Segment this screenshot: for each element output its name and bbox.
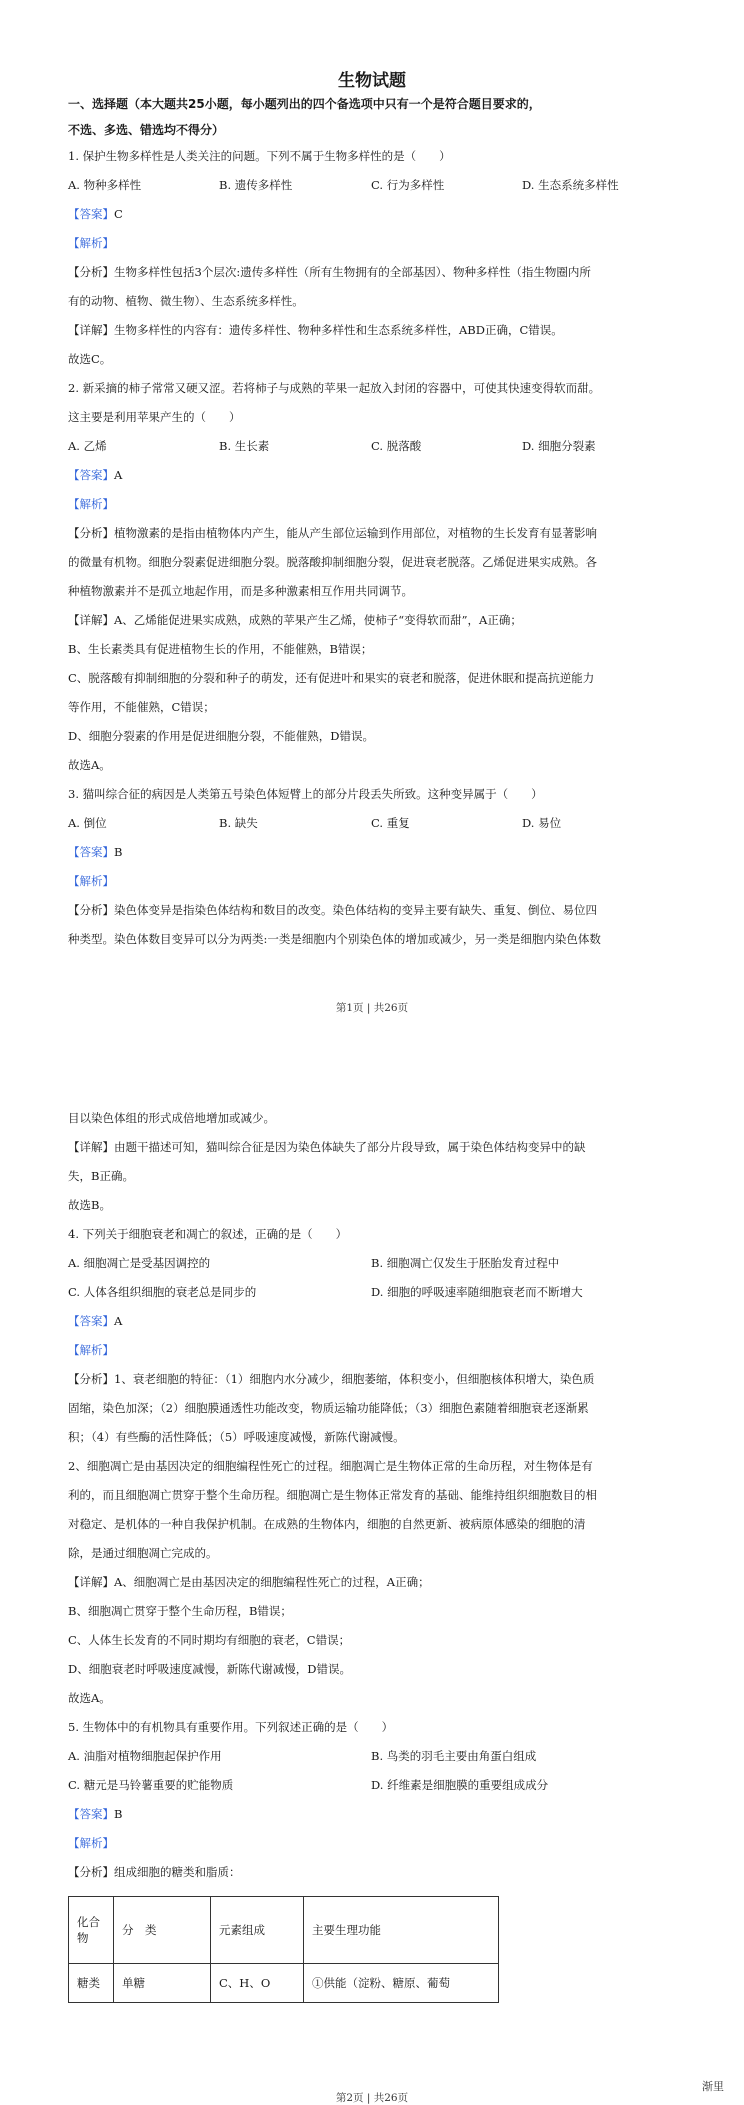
xiangjie-tag: 【详解】 bbox=[68, 323, 114, 337]
q5-option-a: A. 油脂对植物细胞起保护作用 bbox=[68, 1749, 222, 1763]
q3-fenxi-text: 染色体变异是指染色体结构和数目的改变。染色体结构的变异主要有缺失、重复、倒位、易位四 bbox=[114, 903, 597, 917]
q4-fenxi-line1 bbox=[68, 1371, 674, 1387]
header-compound-part2: 物 bbox=[77, 1931, 89, 1945]
q4-fenxi-line7: 除，是通过细胞凋亡完成的。 bbox=[68, 1546, 218, 1560]
table-cell-function: ①供能（淀粉、糖原、葡萄 bbox=[304, 1964, 499, 2003]
q1-fenxi-text: 生物多样性包括3个层次:遗传多样性（所有生物拥有的全部基因）、物种多样性（指生物圈内所 bbox=[114, 265, 591, 279]
q4-fenxi-line5: 利的，而且细胞凋亡贯穿于整个生命历程。细胞凋亡是生物体正常发育的基础、能维持组织细胞数目的相 bbox=[68, 1488, 597, 1502]
q5-option-b: B. 鸟类的羽毛主要由角蛋白组成 bbox=[371, 1749, 537, 1763]
table-cell-category: 单糖 bbox=[114, 1964, 211, 2003]
q1-option-c: C. 行为多样性 bbox=[371, 178, 445, 192]
q4-conclusion: 故选A。 bbox=[68, 1691, 111, 1705]
q4-option-b: B. 细胞凋亡仅发生于胚胎发育过程中 bbox=[371, 1256, 560, 1270]
q2-conclusion: 故选A。 bbox=[68, 758, 111, 772]
q3-stem: 3. 猫叫综合征的病因是人类第五号染色体短臂上的部分片段丢失所致。这种变异属于（ ） bbox=[68, 787, 543, 801]
q2-fenxi-line1 bbox=[68, 525, 674, 541]
fenxi-tag: 【分析】 bbox=[68, 903, 114, 917]
section-heading-line2: 不选、多选、错选均不得分） bbox=[68, 123, 225, 137]
q2-fenxi-line3: 种植物激素并不是孤立地起作用，而是多种激素相互作用共同调节。 bbox=[68, 584, 413, 598]
q4-fenxi-line3: 积；（4）有些酶的活性降低；（5）呼吸速度减慢，新陈代谢减慢。 bbox=[68, 1430, 405, 1444]
fenxi-tag: 【分析】 bbox=[68, 265, 114, 279]
fenxi-tag: 【分析】 bbox=[68, 526, 114, 540]
page-footer-2: 第2页 | 共26页 bbox=[335, 2092, 409, 2104]
q4-xiangjie-text: A、细胞凋亡是由基因决定的细胞编程性死亡的过程，A正确； bbox=[114, 1575, 430, 1589]
q1-fenxi-line2: 有的动物、植物、微生物）、生态系统多样性。 bbox=[68, 294, 304, 308]
q1-xiangjie bbox=[68, 322, 674, 338]
q2-answer bbox=[68, 467, 674, 483]
q1-fenxi-line1 bbox=[68, 264, 674, 280]
table-header-category: 分 类 bbox=[114, 1897, 211, 1964]
q3-answer bbox=[68, 844, 674, 860]
q2-xiangjie-line2: B、生长素类具有促进植物生长的作用，不能催熟，B错误； bbox=[68, 642, 373, 656]
q3-jiexi: 【解析】 bbox=[68, 874, 114, 888]
q1-answer bbox=[68, 206, 674, 222]
q2-fenxi-text: 植物激素的是指由植物体内产生，能从产生部位运输到作用部位，对植物的生长发育有显著影响 bbox=[114, 526, 597, 540]
q3-fenxi-line2: 种类型。染色体数目变异可以分为两类:一类是细胞内个别染色体的增加或减少，另一类是细胞内染色体数 bbox=[68, 932, 601, 946]
fenxi-tag: 【分析】 bbox=[68, 1865, 114, 1879]
q1-option-b: B. 遗传多样性 bbox=[219, 178, 293, 192]
table-cell-elements: C、H、O bbox=[211, 1964, 304, 2003]
table-header-row bbox=[69, 1897, 499, 1964]
header-compound-part1: 化合 bbox=[77, 1915, 100, 1929]
q4-fenxi-line6: 对稳定、是机体的一种自我保护机制。在成熟的生物体内，细胞的自然更新、被病原体感染的细胞的清 bbox=[68, 1517, 586, 1531]
q2-xiangjie-text: A、乙烯能促进果实成熟，成熟的苹果产生乙烯，使柿子“变得软而甜”，A正确； bbox=[114, 613, 522, 627]
q4-fenxi-line4: 2、细胞凋亡是由基因决定的细胞编程性死亡的过程。细胞凋亡是生物体正常的生命历程，对生物体是有 bbox=[68, 1459, 593, 1473]
q4-option-c: C. 人体各组织细胞的衰老总是同步的 bbox=[68, 1285, 257, 1299]
q2-fenxi-line2: 的微量有机物。细胞分裂素促进细胞分裂。脱落酸抑制细胞分裂，促进衰老脱落。乙烯促进果实成熟。各 bbox=[68, 555, 597, 569]
table-header-compound bbox=[69, 1897, 114, 1964]
q1-jiexi: 【解析】 bbox=[68, 236, 114, 250]
q3-xiangjie-text: 由题干描述可知，猫叫综合征是因为染色体缺失了部分片段导致，属于染色体结构变异中的缺 bbox=[114, 1140, 586, 1154]
xiangjie-tag: 【详解】 bbox=[68, 1575, 114, 1589]
q3-fenxi-line3: 目以染色体组的形式成倍地增加或减少。 bbox=[68, 1111, 275, 1125]
q1-option-d: D. 生态系统多样性 bbox=[522, 178, 619, 192]
answer-tag: 【答案】 bbox=[68, 468, 114, 482]
q2-stem-line1: 2. 新采摘的柿子常常又硬又涩。若将柿子与成熟的苹果一起放入封闭的容器中，可使其快速变得软而甜。 bbox=[68, 381, 601, 395]
answer-tag: 【答案】 bbox=[68, 1314, 114, 1328]
q1-conclusion: 故选C。 bbox=[68, 352, 112, 366]
q4-answer bbox=[68, 1313, 674, 1329]
corner-mark: 渐里 bbox=[702, 2080, 724, 2093]
q1-option-a: A. 物种多样性 bbox=[68, 178, 142, 192]
fenxi-tag: 【分析】 bbox=[68, 1372, 114, 1386]
q4-answer-value: A bbox=[114, 1314, 123, 1328]
q3-fenxi-line1 bbox=[68, 902, 674, 918]
q2-xiangjie-line3: C、脱落酸有抑制细胞的分裂和种子的萌发，还有促进叶和果实的衰老和脱落，促进休眠和提高抗逆能力 bbox=[68, 671, 595, 685]
xiangjie-tag: 【详解】 bbox=[68, 613, 114, 627]
q4-stem: 4. 下列关于细胞衰老和凋亡的叙述，正确的是（ ） bbox=[68, 1227, 348, 1241]
q4-fenxi-text: 1、衰老细胞的特征：（1）细胞内水分减少，细胞萎缩，体积变小，但细胞核体积增大，染色质 bbox=[114, 1372, 595, 1386]
table-header-function: 主要生理功能 bbox=[304, 1897, 499, 1964]
q5-fenxi-text: 组成细胞的糖类和脂质： bbox=[114, 1865, 241, 1879]
q4-xiangjie-line3: C、人体生长发育的不同时期均有细胞的衰老，C错误； bbox=[68, 1633, 351, 1647]
q2-stem-line2: 这主要是利用苹果产生的（ ） bbox=[68, 410, 241, 424]
q4-fenxi-line2: 固缩，染色加深；（2）细胞膜通透性功能改变，物质运输功能降低；（3）细胞色素随着细胞衰老逐渐累 bbox=[68, 1401, 589, 1415]
q4-option-a: A. 细胞凋亡是受基因调控的 bbox=[68, 1256, 211, 1270]
q5-fenxi-line1 bbox=[68, 1864, 674, 1880]
q3-option-c: C. 重复 bbox=[371, 816, 410, 830]
q4-xiangjie-line1 bbox=[68, 1574, 674, 1590]
q5-option-c: C. 糖元是马铃薯重要的贮能物质 bbox=[68, 1778, 234, 1792]
q5-option-d: D. 纤维素是细胞膜的重要组成成分 bbox=[371, 1778, 549, 1792]
q3-xiangjie-line2: 失，B正确。 bbox=[68, 1169, 134, 1183]
q2-answer-value: A bbox=[114, 468, 123, 482]
q4-jiexi: 【解析】 bbox=[68, 1343, 114, 1357]
table-row bbox=[69, 1964, 499, 2003]
carbohydrate-lipid-table bbox=[68, 1896, 499, 2003]
q4-xiangjie-line2: B、细胞凋亡贯穿于整个生命历程，B错误； bbox=[68, 1604, 292, 1618]
answer-tag: 【答案】 bbox=[68, 207, 114, 221]
q5-answer bbox=[68, 1806, 674, 1822]
q2-option-d: D. 细胞分裂素 bbox=[522, 439, 596, 453]
q3-option-b: B. 缺失 bbox=[219, 816, 258, 830]
q5-stem: 5. 生物体中的有机物具有重要作用。下列叙述正确的是（ ） bbox=[68, 1720, 394, 1734]
table-cell-compound: 糖类 bbox=[69, 1964, 114, 2003]
q1-xiangjie-text: 生物多样性的内容有：遗传多样性、物种多样性和生态系统多样性，ABD正确，C错误。 bbox=[114, 323, 563, 337]
q2-xiangjie-line4: 等作用，不能催熟，C错误； bbox=[68, 700, 215, 714]
q2-xiangjie-line1 bbox=[68, 612, 674, 628]
q4-xiangjie-line4: D、细胞衰老时呼吸速度减慢，新陈代谢减慢，D错误。 bbox=[68, 1662, 351, 1676]
q1-stem: 1. 保护生物多样性是人类关注的问题。下列不属于生物多样性的是（ ） bbox=[68, 149, 451, 163]
answer-tag: 【答案】 bbox=[68, 1807, 114, 1821]
q3-option-d: D. 易位 bbox=[522, 816, 562, 830]
q2-option-c: C. 脱落酸 bbox=[371, 439, 422, 453]
q1-answer-value: C bbox=[114, 207, 123, 221]
q2-option-b: B. 生长素 bbox=[219, 439, 270, 453]
q2-jiexi: 【解析】 bbox=[68, 497, 114, 511]
q3-option-a: A. 倒位 bbox=[68, 816, 107, 830]
answer-tag: 【答案】 bbox=[68, 845, 114, 859]
q5-answer-value: B bbox=[114, 1807, 123, 1821]
page-title: 生物试题 bbox=[338, 71, 406, 91]
page-footer-1: 第1页 | 共26页 bbox=[335, 1002, 409, 1014]
q2-xiangjie-line5: D、细胞分裂素的作用是促进细胞分裂，不能催熟，D错误。 bbox=[68, 729, 374, 743]
q3-conclusion: 故选B。 bbox=[68, 1198, 111, 1212]
q2-option-a: A. 乙烯 bbox=[68, 439, 107, 453]
section-heading-line1: 一、选择题（本大题共25小题，每小题列出的四个备选项中只有一个是符合题目要求的， bbox=[68, 97, 541, 111]
q3-answer-value: B bbox=[114, 845, 123, 859]
q4-option-d: D. 细胞的呼吸速率随细胞衰老而不断增大 bbox=[371, 1285, 583, 1299]
q5-jiexi: 【解析】 bbox=[68, 1836, 114, 1850]
xiangjie-tag: 【详解】 bbox=[68, 1140, 114, 1154]
q3-xiangjie-line1 bbox=[68, 1139, 674, 1155]
table-header-elements: 元素组成 bbox=[211, 1897, 304, 1964]
